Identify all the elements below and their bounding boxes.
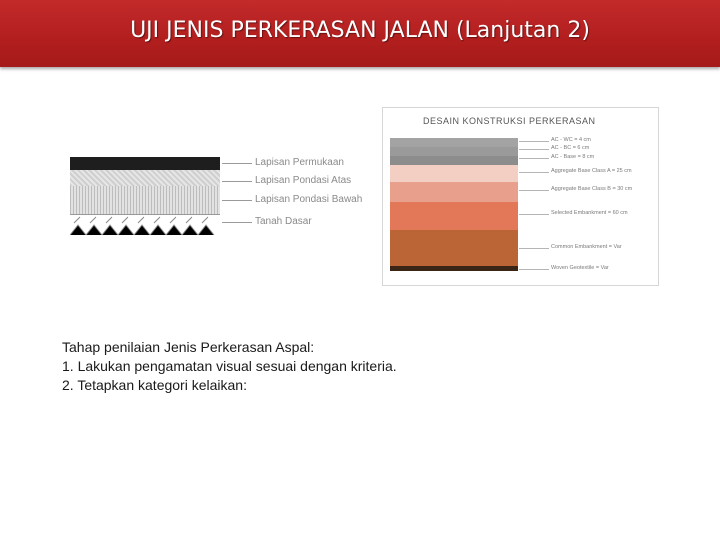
steps-heading: Tahap penilaian Jenis Perkerasan Aspal: (62, 339, 315, 355)
construction-design-figure (382, 107, 659, 286)
label-selected-embankment: Selected Embankment = 60 cm (551, 210, 628, 216)
layer-aggregate-a (390, 165, 518, 182)
title-bar (0, 0, 720, 67)
leader-line (519, 190, 549, 191)
subbase-layer (70, 186, 220, 215)
leader-line (519, 149, 549, 150)
assessment-steps (62, 338, 397, 395)
layer-geotextile (390, 266, 518, 271)
label-base-layer: Lapisan Pondasi Atas (255, 175, 352, 186)
pavement-layer-diagram (70, 152, 380, 242)
layer-aggregate-b (390, 182, 518, 202)
leader-line (222, 181, 252, 182)
leader-line (519, 214, 549, 215)
leader-line (222, 222, 252, 223)
leader-line (222, 200, 252, 201)
leader-line (519, 248, 549, 249)
construction-title: DESAIN KONSTRUKSI PERKERASAN (423, 116, 596, 126)
label-common-embankment: Common Embankment = Var (551, 244, 622, 250)
step-item: 1. Lakukan pengamatan visual sesuai dengan kriteria. (62, 358, 397, 374)
layer-ac-bc (390, 147, 518, 156)
label-ac-bc: AC - BC = 6 cm (551, 145, 590, 151)
layer-common-embankment (390, 230, 518, 266)
label-geotextile: Woven Geotextile = Var (551, 265, 609, 271)
label-subbase-layer: Lapisan Pondasi Bawah (255, 194, 363, 205)
leader-line (222, 163, 252, 164)
leader-line (519, 269, 549, 270)
surface-layer (70, 157, 220, 170)
base-layer (70, 170, 220, 186)
leader-line (519, 158, 549, 159)
layer-ac-base (390, 156, 518, 165)
layer-selected-embankment (390, 202, 518, 230)
label-ac-wc: AC - WC = 4 cm (551, 137, 591, 143)
leader-line (519, 172, 549, 173)
label-aggregate-b: Aggregate Base Class B = 30 cm (551, 186, 633, 192)
label-surface-layer: Lapisan Permukaan (255, 157, 344, 168)
layer-ac-wc (390, 138, 518, 147)
label-subgrade: Tanah Dasar (255, 216, 312, 227)
step-item: 2. Tetapkan kategori kelaikan: (62, 377, 247, 393)
slide-title: UJI JENIS PERKERASAN JALAN (Lanjutan 2) (130, 18, 590, 43)
leader-line (519, 141, 549, 142)
subgrade-hatch (70, 215, 220, 235)
label-ac-base: AC - Base = 8 cm (551, 154, 595, 160)
label-aggregate-a: Aggregate Base Class A = 25 cm (551, 168, 632, 174)
